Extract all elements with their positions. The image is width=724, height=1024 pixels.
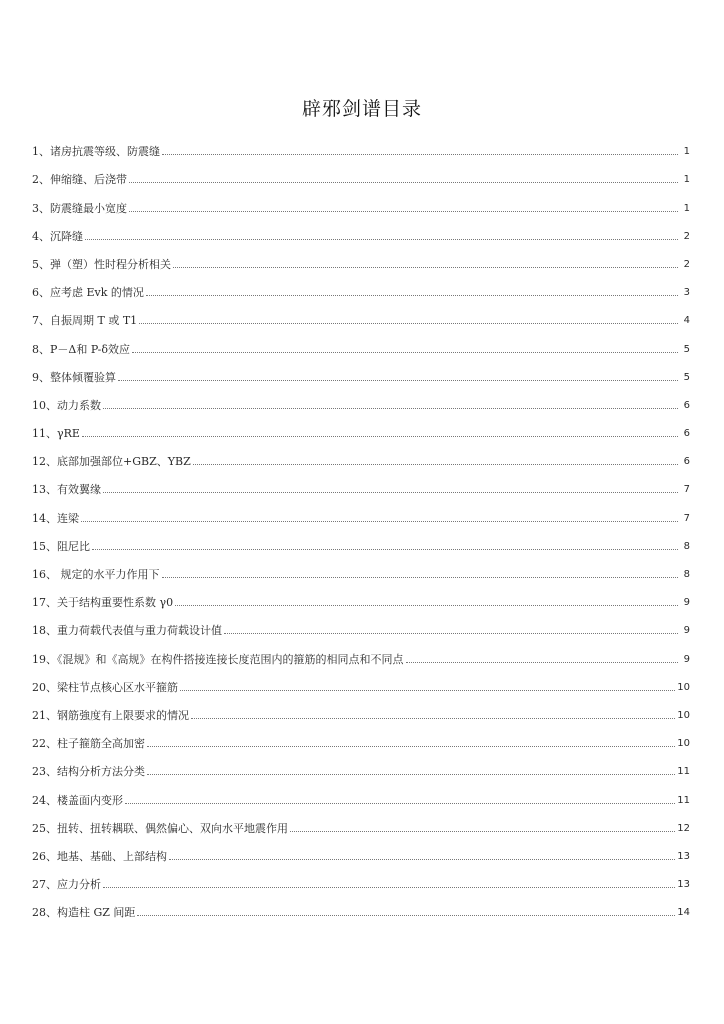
toc-entry-label: 5、弹（塑）性时程分析相关 (32, 257, 171, 271)
toc-entry-page-number: 1 (683, 174, 690, 186)
toc-dot-leader (139, 323, 678, 324)
toc-entry[interactable] (32, 722, 690, 750)
toc-entry[interactable] (32, 468, 690, 496)
toc-dot-leader (169, 859, 675, 860)
toc-dot-leader (81, 521, 678, 522)
toc-entry[interactable] (32, 130, 690, 158)
toc-entry[interactable] (32, 327, 690, 355)
toc-entry[interactable] (32, 299, 690, 327)
toc-entry-page-number: 2 (683, 230, 690, 242)
toc-dot-leader (129, 182, 678, 183)
toc-dot-leader (162, 154, 678, 155)
toc-dot-leader (173, 267, 678, 268)
toc-entry-page-number: 13 (677, 850, 690, 862)
toc-entry-label: 19、《混规》和《高规》在构件搭接连接长度范围内的箍筋的相同点和不同点 (32, 652, 404, 666)
toc-entry-label: 8、P－Δ和 P-δ效应 (32, 342, 130, 356)
toc-entry-page-number: 7 (683, 484, 690, 496)
toc-entry-label: 27、应力分析 (32, 878, 101, 892)
toc-entry-page-number: 4 (683, 315, 690, 327)
toc-entry-label: 15、阻尼比 (32, 539, 90, 553)
toc-entry-label: 11、γRE (32, 427, 80, 441)
toc-entry-label: 9、整体倾覆验算 (32, 370, 116, 384)
toc-entry-page-number: 3 (683, 287, 690, 299)
toc-entry-page-number: 13 (677, 879, 690, 891)
toc-dot-leader (146, 295, 678, 296)
toc-entry-label: 21、钢筋強度有上限要求的情况 (32, 708, 189, 722)
toc-dot-leader (118, 380, 678, 381)
toc-entry-page-number: 8 (683, 540, 690, 552)
toc-entry-page-number: 9 (683, 653, 690, 665)
toc-entry[interactable] (32, 384, 690, 412)
toc-entry[interactable] (32, 694, 690, 722)
toc-entry-page-number: 2 (683, 258, 690, 270)
toc-entry[interactable] (32, 891, 690, 919)
document-title: 辟邪剑谱目录 (301, 98, 422, 120)
toc-entry-label: 22、柱子箍筋全高加密 (32, 737, 145, 751)
toc-entry-label: 12、底部加强部位+GBZ、YBZ (32, 455, 191, 469)
toc-entry-page-number: 10 (677, 681, 690, 693)
toc-entry[interactable] (32, 637, 690, 665)
toc-dot-leader (92, 549, 678, 550)
toc-entry-page-number: 12 (677, 822, 690, 834)
toc-entry-page-number: 9 (683, 597, 690, 609)
toc-entry-page-number: 14 (677, 907, 690, 919)
toc-entry-page-number: 5 (683, 371, 690, 383)
table-of-contents (32, 130, 690, 919)
toc-entry-page-number: 6 (683, 456, 690, 468)
toc-entry[interactable] (32, 158, 690, 186)
toc-entry[interactable] (32, 553, 690, 581)
toc-dot-leader (191, 718, 675, 719)
toc-dot-leader (103, 887, 675, 888)
toc-dot-leader (129, 211, 678, 212)
toc-dot-leader (137, 915, 675, 916)
toc-entry[interactable] (32, 750, 690, 778)
toc-entry-page-number: 9 (683, 625, 690, 637)
toc-entry-label: 28、构造柱 GZ 间距 (32, 906, 136, 920)
toc-entry-page-number: 6 (683, 428, 690, 440)
toc-entry-label: 10、动力系数 (32, 398, 101, 412)
toc-entry-page-number: 11 (677, 766, 690, 778)
toc-entry-label: 20、梁柱节点核心区水平箍筋 (32, 680, 178, 694)
toc-entry-label: 24、楼盖面内变形 (32, 793, 123, 807)
toc-dot-leader (85, 239, 678, 240)
toc-dot-leader (180, 690, 675, 691)
toc-entry-label: 7、自振周期 T 或 T1 (32, 314, 138, 328)
toc-entry-label: 4、沉降缝 (32, 229, 83, 243)
toc-entry[interactable] (32, 525, 690, 553)
toc-entry-label: 18、重力荷载代表值与重力荷载设计值 (32, 624, 222, 638)
toc-dot-leader (162, 577, 679, 578)
toc-entry[interactable] (32, 186, 690, 214)
toc-entry[interactable] (32, 807, 690, 835)
toc-entry[interactable] (32, 243, 690, 271)
toc-dot-leader (82, 436, 678, 437)
toc-entry-page-number: 6 (683, 399, 690, 411)
toc-dot-leader (132, 352, 678, 353)
toc-entry-label: 13、有效翼缘 (32, 483, 101, 497)
toc-entry[interactable] (32, 835, 690, 863)
toc-entry-label: 6、应考虑 Evk 的情况 (32, 286, 144, 300)
toc-entry-page-number: 7 (683, 512, 690, 524)
toc-entry[interactable] (32, 271, 690, 299)
toc-entry-label: 3、防震缝最小宽度 (32, 201, 127, 215)
toc-entry-page-number: 1 (683, 146, 690, 158)
toc-dot-leader (147, 774, 675, 775)
toc-entry-page-number: 10 (677, 709, 690, 721)
toc-entry[interactable] (32, 215, 690, 243)
toc-entry[interactable] (32, 863, 690, 891)
toc-dot-leader (103, 492, 678, 493)
toc-entry-label: 14、连梁 (32, 511, 79, 525)
toc-entry[interactable] (32, 356, 690, 384)
toc-dot-leader (125, 803, 675, 804)
toc-entry[interactable] (32, 496, 690, 524)
toc-dot-leader (147, 746, 675, 747)
toc-entry[interactable] (32, 609, 690, 637)
toc-dot-leader (103, 408, 678, 409)
toc-entry-label: 1、诸房抗震等级、防震缝 (32, 145, 160, 159)
toc-entry[interactable] (32, 412, 690, 440)
toc-entry-page-number: 11 (677, 794, 690, 806)
toc-entry-label: 25、扭转、扭转耦联、偶然偏心、双向水平地震作用 (32, 821, 288, 835)
toc-dot-leader (406, 662, 679, 663)
toc-entry[interactable] (32, 666, 690, 694)
toc-entry[interactable] (32, 440, 690, 468)
toc-dot-leader (175, 605, 678, 606)
toc-entry-page-number: 10 (677, 738, 690, 750)
toc-entry-label: 2、伸缩缝、后浇带 (32, 173, 127, 187)
toc-entry-page-number: 5 (683, 343, 690, 355)
toc-entry[interactable] (32, 778, 690, 806)
toc-entry-page-number: 1 (683, 202, 690, 214)
toc-entry[interactable] (32, 581, 690, 609)
toc-entry-label: 17、关于结构重要性系数 γ0 (32, 596, 174, 610)
toc-entry-label: 26、地基、基础、上部结构 (32, 849, 167, 863)
toc-entry-page-number: 8 (683, 569, 690, 580)
toc-entry-label: 16、 规定的水平力作用下 (32, 568, 160, 581)
toc-dot-leader (290, 831, 675, 832)
toc-dot-leader (193, 464, 678, 465)
toc-entry-label: 23、结构分析方法分类 (32, 765, 145, 779)
toc-dot-leader (224, 633, 678, 634)
